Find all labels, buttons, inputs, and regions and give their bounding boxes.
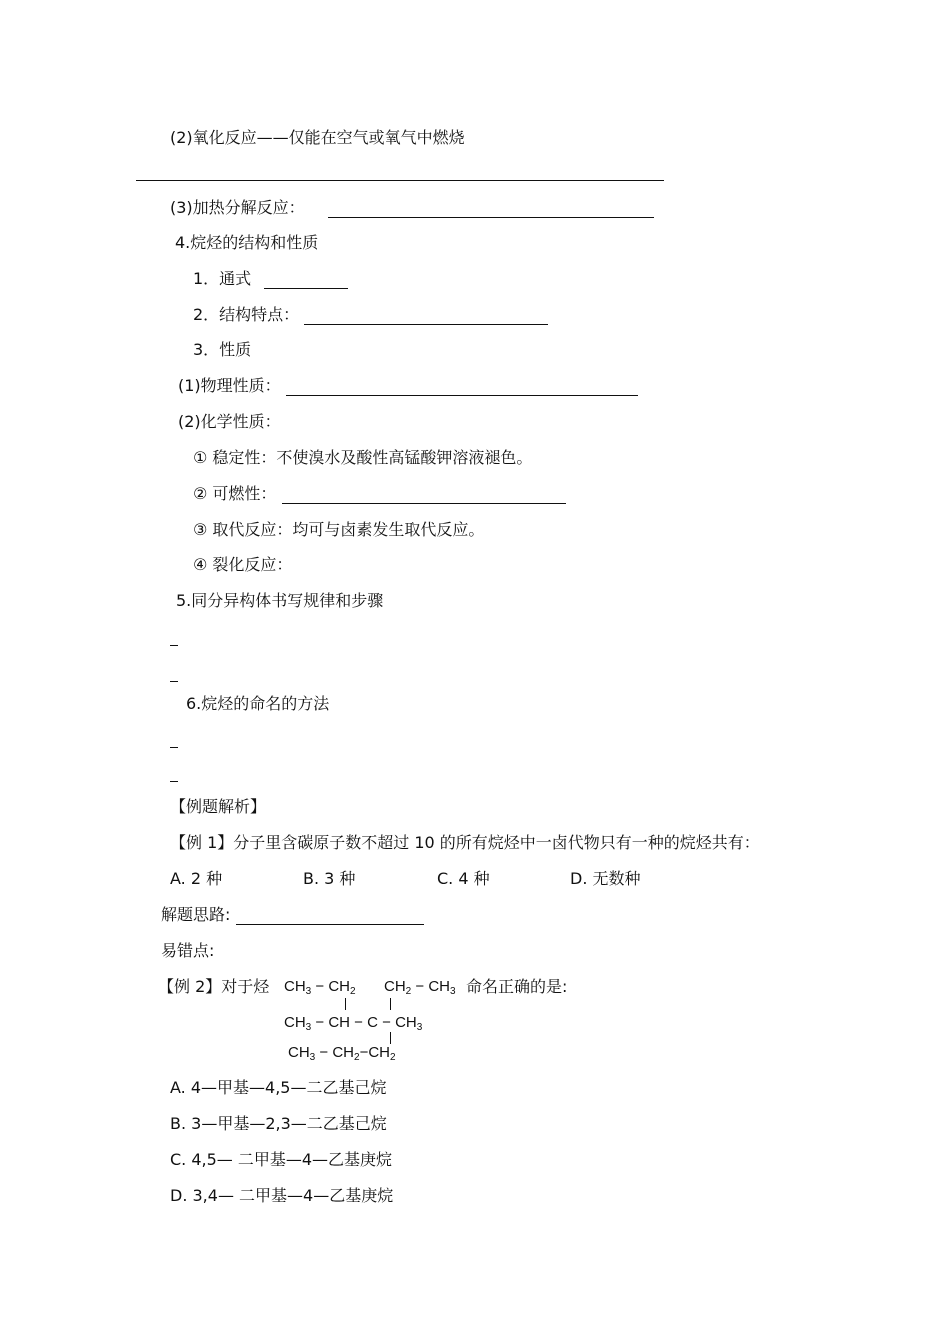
heading-alkane-structure: 4.烷烃的结构和性质 [175,233,319,252]
heading-examples: 【例题解析】 [170,797,267,816]
line-physical-properties [178,376,638,396]
blank-dash[interactable] [170,681,178,682]
blank-dash[interactable] [170,645,178,646]
structure-feature-label: 2．结构特点： [193,305,300,324]
example2-suffix: 命名正确的是: [466,977,568,996]
structural-formula [282,976,472,1068]
structure-row-3: $CH_3 - CH_2-CH_2$ [288,1044,396,1063]
structure-row-2: $CH_3$ − CH − $C - CH_3$ [284,1014,423,1033]
line-chemical-properties: (2)化学性质： [178,412,281,431]
line-structure-feature [193,305,548,325]
solution-idea-label: 解题思路: [161,905,231,924]
bond-vertical [390,1032,391,1044]
structure-row-1: $CH_3 - CH_2$ [284,978,356,997]
line-oxidation: (2)氧化反应——仅能在空气或氧气中燃烧 [170,128,465,147]
general-formula-blank[interactable] [264,274,348,289]
bond-vertical [345,998,346,1010]
flammability-blank[interactable] [282,489,566,504]
solution-idea-blank[interactable] [236,910,424,925]
example1-option-c[interactable]: C. 4 种 [437,869,490,888]
line-general-formula [193,269,348,289]
example1-option-b[interactable]: B. 3 种 [303,869,356,888]
line-solution-idea [161,905,424,925]
separator-line [136,180,664,181]
example1-option-a[interactable]: A. 2 种 [170,869,223,888]
structure-row-1-right: $CH_2 - CH_3$ [384,978,456,997]
line-properties: 3．性质 [193,340,252,359]
heading-naming: 6.烷烃的命名的方法 [186,694,330,713]
line-substitution: ③ 取代反应：均可与卤素发生取代反应。 [193,520,485,539]
example2-option-c[interactable]: C. 4,5— 二甲基—4—乙基庚烷 [170,1150,393,1169]
blank-dash[interactable] [170,781,178,782]
heading-isomers: 5.同分异构体书写规律和步骤 [176,591,384,610]
physical-properties-blank[interactable] [286,381,638,396]
flammability-label: ② 可燃性： [193,484,277,503]
example2-option-d[interactable]: D. 3,4— 二甲基—4—乙基庚烷 [170,1186,394,1205]
line-error-prone: 易错点: [161,941,215,960]
structure-feature-blank[interactable] [304,310,548,325]
example2-option-b[interactable]: B. 3—甲基—2,3—二乙基己烷 [170,1114,387,1133]
example1-question: 【例 1】分子里含碳原子数不超过 10 的所有烷烃中一卤代物只有一种的烷烃共有： [170,833,760,852]
example1-option-d[interactable]: D. 无数种 [570,869,641,888]
bond-vertical [390,998,391,1010]
example2-prefix: 【例 2】对于烃 [158,977,270,996]
blank-dash[interactable] [170,747,178,748]
example2-option-a[interactable]: A. 4—甲基—4,5—二乙基己烷 [170,1078,387,1097]
general-formula-label: 1．通式 [193,269,252,288]
decomposition-blank[interactable] [328,203,654,218]
decomposition-label: (3)加热分解反应： [170,198,305,217]
line-decomposition [170,198,654,218]
line-stability: ① 稳定性：不使溴水及酸性高锰酸钾溶液褪色。 [193,448,533,467]
line-flammability [193,484,566,504]
physical-properties-label: (1)物理性质： [178,376,281,395]
line-cracking: ④ 裂化反应： [193,555,293,574]
